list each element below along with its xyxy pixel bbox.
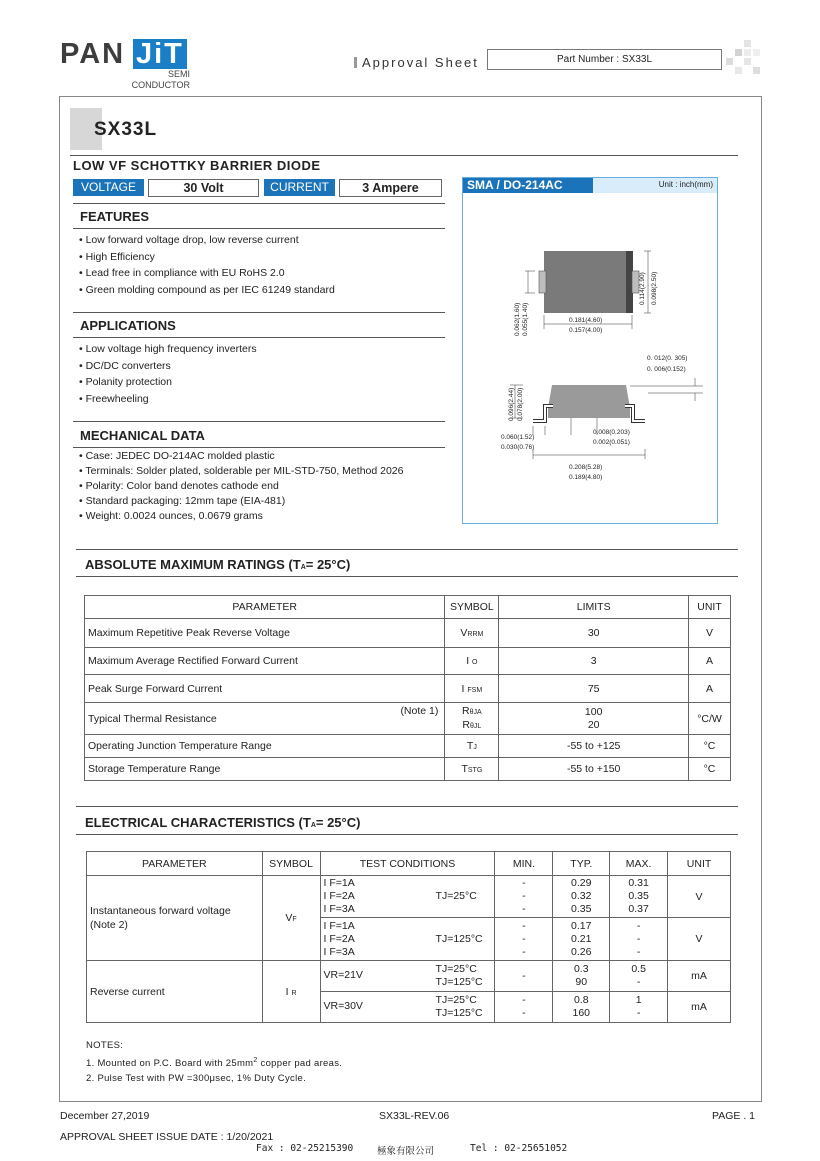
unit-cell: °C/W — [689, 703, 731, 735]
footer-issue-date: APPROVAL SHEET ISSUE DATE : 1/20/2021 — [60, 1131, 274, 1143]
svg-text:0.062(1.60): 0.062(1.60) — [514, 302, 521, 336]
param-cell — [87, 876, 263, 961]
voltage-tag: VOLTAGE — [73, 179, 144, 196]
unit-cell: °C — [689, 735, 731, 758]
notes-heading: NOTES: — [86, 1040, 124, 1051]
min-cell — [495, 992, 553, 1023]
limit-cell: -55 to +150 — [499, 758, 689, 781]
min-cell: - — [495, 961, 553, 992]
v: - — [636, 976, 641, 988]
table-header-row — [85, 596, 731, 619]
v: 0.8 — [573, 994, 589, 1006]
cond: VR=30V — [323, 1000, 363, 1012]
v: 0.32 — [571, 890, 592, 902]
svg-text:0.055(1.40): 0.055(1.40) — [522, 302, 529, 336]
limit-cell: -55 to +125 — [499, 735, 689, 758]
limit-cell: 75 — [499, 675, 689, 703]
sym: I — [285, 985, 289, 998]
svg-text:0.060(1.52): 0.060(1.52) — [501, 434, 535, 441]
sym-sub: F — [292, 916, 297, 923]
sym-sub: STG — [467, 767, 483, 774]
symbol-cell — [445, 758, 499, 781]
unit-cell: V — [668, 876, 731, 918]
list-item: • DC/DC converters — [79, 359, 171, 372]
list-item: • Green molding compound as per IEC 61249 standard — [79, 283, 335, 296]
max-cell — [610, 918, 668, 961]
part-number-box: Part Number : SX33L — [487, 49, 722, 70]
v: 0.31 — [628, 877, 649, 889]
elec-bottom-line — [76, 834, 738, 835]
features-bottom-line — [73, 228, 445, 229]
subtitle: LOW VF SCHOTTKY BARRIER DIODE — [73, 158, 321, 173]
symbol-cell — [445, 735, 499, 758]
table-row — [85, 703, 731, 735]
cond-cell — [320, 876, 495, 918]
applications-list — [79, 341, 257, 407]
footer-rev: SX33L-REV.06 — [379, 1110, 450, 1122]
list-item: • Polanity protection — [79, 376, 172, 388]
cond: I F=1A — [323, 919, 355, 932]
min-cell — [495, 918, 553, 961]
decor-squares-icon — [726, 40, 762, 80]
limit-value: 20 — [587, 718, 600, 731]
svg-text:0.189(4.80): 0.189(4.80) — [569, 474, 603, 481]
symbol-cell — [262, 961, 320, 1023]
sym: R — [462, 704, 470, 717]
abs-max-heading — [85, 557, 350, 572]
symbol-cell — [445, 648, 499, 675]
elec-heading-text: ELECTRICAL CHARACTERISTICS (T — [85, 815, 311, 830]
table-row — [87, 876, 731, 918]
limit-cell: 30 — [499, 619, 689, 648]
param-cell: Maximum Repetitive Peak Reverse Voltage — [85, 619, 445, 648]
list-item: • Terminals: Solder plated, solderable per MIL-STD-750, Method 2026 — [79, 465, 404, 477]
svg-text:0.181(4.60): 0.181(4.60) — [569, 317, 603, 324]
max-cell — [610, 961, 668, 992]
table-row — [87, 961, 731, 992]
cond: I F=3A — [323, 903, 355, 915]
col-header: UNIT — [668, 852, 731, 876]
temp: TJ=125°C — [435, 933, 483, 945]
footer-tel: Tel : 02-25651052 — [470, 1143, 568, 1154]
elec-top-line — [76, 806, 738, 807]
unit-cell: mA — [668, 961, 731, 992]
applications-heading: APPLICATIONS — [80, 318, 176, 333]
temp: TJ=25°C — [435, 890, 477, 902]
param-cell: Operating Junction Temperature Range — [85, 735, 445, 758]
sym: V — [285, 912, 293, 924]
abs-max-heading-text: ABSOLUTE MAXIMUM RATINGS (T — [85, 557, 301, 572]
temp: TJ=125°C — [435, 1007, 483, 1019]
param-note: (Note 1) — [400, 705, 439, 717]
list-item: • Weight: 0.0024 ounces, 0.0679 grams — [79, 510, 263, 522]
table-row — [85, 758, 731, 781]
v: - — [522, 890, 526, 902]
param-text: Typical Thermal Resistance — [88, 712, 217, 725]
list-item: • Lead free in compliance with EU RoHS 2.0 — [79, 267, 285, 279]
param-cell: Peak Surge Forward Current — [85, 675, 445, 703]
param-cell: Maximum Average Rectified Forward Current — [85, 648, 445, 675]
max-cell — [610, 992, 668, 1023]
v: 0.35 — [571, 903, 592, 915]
col-header: TYP. — [553, 852, 610, 876]
note-1-text: 1. Mounted on P.C. Board with 25mm — [86, 1058, 254, 1070]
footer-fax: Fax : 02-25215390 — [256, 1143, 354, 1154]
abs-max-table — [84, 595, 731, 781]
svg-text:0.078(2.00): 0.078(2.00) — [517, 387, 524, 421]
v: - — [522, 994, 526, 1006]
applications-top-line — [73, 312, 445, 313]
voltage-value: 30 Volt — [148, 179, 259, 197]
svg-text:0. 012(0. 305): 0. 012(0. 305) — [647, 355, 688, 362]
v: 90 — [575, 976, 588, 988]
col-header: PARAMETER — [87, 852, 263, 876]
min-cell — [495, 876, 553, 918]
cond: I F=2A — [323, 932, 355, 945]
unit-cell: A — [689, 648, 731, 675]
sym-sub: θJL — [470, 722, 482, 730]
sym-sub: J — [473, 744, 477, 751]
note-1 — [86, 1053, 342, 1071]
svg-text:0.002(0.051): 0.002(0.051) — [593, 439, 630, 446]
elec-table — [86, 851, 731, 1023]
param-cell: Reverse current — [87, 961, 263, 1023]
v: - — [636, 932, 641, 945]
col-header: TEST CONDITIONS — [320, 852, 495, 876]
package-unit: Unit : inch(mm) — [658, 180, 713, 189]
symbol-cell — [262, 876, 320, 961]
sym: T — [461, 763, 468, 775]
limit-cell: 3 — [499, 648, 689, 675]
unit-cell: A — [689, 675, 731, 703]
abs-max-heading-sub: A — [300, 564, 306, 571]
package-drawing — [463, 193, 717, 523]
v: - — [636, 919, 641, 932]
typ-cell — [553, 918, 610, 961]
v: - — [522, 877, 526, 889]
abs-max-bottom-line — [76, 576, 738, 577]
v: 0.29 — [571, 877, 592, 889]
col-header: MIN. — [495, 852, 553, 876]
logo-sub-semi: SEMI — [167, 69, 190, 79]
temp: TJ=125°C — [435, 976, 483, 988]
v: - — [522, 932, 526, 945]
mechanical-heading: MECHANICAL DATA — [80, 428, 205, 443]
footer-date: December 27,2019 — [60, 1110, 150, 1122]
note-1-sup: 2 — [253, 1057, 258, 1064]
footer-page: PAGE . 1 — [712, 1110, 755, 1122]
param-cell — [85, 703, 445, 735]
current-tag: CURRENT — [264, 179, 335, 196]
symbol-cell — [445, 619, 499, 648]
table-header-row — [87, 852, 731, 876]
cond: I F=2A — [323, 890, 355, 902]
v: 0.17 — [571, 919, 592, 932]
cond: VR=21V — [323, 969, 363, 981]
approval-title — [354, 55, 479, 70]
logo-jit: JiT — [133, 39, 187, 69]
abs-max-heading-tail: = 25°C) — [305, 557, 351, 572]
temp: TJ=25°C — [435, 994, 477, 1006]
symbol-cell — [445, 703, 499, 735]
sym: T — [466, 740, 474, 752]
v: 0.5 — [631, 963, 646, 975]
sym: R — [462, 718, 470, 731]
table-row — [85, 735, 731, 758]
v: 0.3 — [573, 963, 589, 975]
sym: I — [466, 655, 470, 667]
col-header: UNIT — [689, 596, 731, 619]
package-title: SMA / DO-214AC — [463, 178, 593, 193]
footer-company: 極象有限公司 — [377, 1146, 435, 1157]
param-cell: Storage Temperature Range — [85, 758, 445, 781]
col-header: PARAMETER — [85, 596, 445, 619]
note-2: 2. Pulse Test with PW =300μsec, 1% Duty Cycle. — [86, 1073, 307, 1085]
col-header: MAX. — [610, 852, 668, 876]
title-divider — [70, 155, 738, 156]
page-title: SX33L — [94, 119, 158, 140]
notes — [86, 1038, 342, 1086]
max-cell — [610, 876, 668, 918]
typ-cell — [553, 992, 610, 1023]
table-row — [85, 675, 731, 703]
elec-heading — [85, 815, 360, 830]
features-list — [79, 232, 335, 298]
limit-cell — [499, 703, 689, 735]
svg-text:0.008(0.203): 0.008(0.203) — [593, 429, 630, 436]
unit-cell: V — [689, 619, 731, 648]
applications-bottom-line — [73, 337, 445, 338]
svg-text:0.114(2.90): 0.114(2.90) — [639, 272, 646, 305]
svg-text:0.096(2.44): 0.096(2.44) — [508, 387, 515, 421]
v: - — [636, 1007, 641, 1019]
svg-text:0.030(0.76): 0.030(0.76) — [501, 444, 535, 451]
approval-bar-icon — [354, 57, 357, 68]
list-item: • Case: JEDEC DO-214AC molded plastic — [79, 450, 275, 462]
cond: I F=1A — [323, 877, 355, 889]
mechanical-list — [79, 449, 404, 524]
logo-pan: PAN — [60, 38, 126, 70]
list-item: • Freewheeling — [79, 392, 149, 405]
sym-sub: O — [472, 659, 478, 666]
sym-sub: R — [291, 989, 297, 997]
features-top-line — [73, 203, 445, 204]
cond-cell — [320, 918, 495, 961]
col-header: LIMITS — [499, 596, 689, 619]
typ-cell — [553, 961, 610, 992]
v: - — [522, 919, 526, 932]
col-header: SYMBOL — [445, 596, 499, 619]
list-item: • Low forward voltage drop, low reverse current — [79, 234, 299, 246]
logo — [60, 36, 190, 91]
v: 0.35 — [628, 890, 649, 902]
v: 0.21 — [571, 932, 592, 945]
package-box — [462, 177, 718, 524]
v: - — [522, 945, 526, 958]
cond-cell — [320, 961, 495, 992]
current-value: 3 Ampere — [339, 179, 442, 197]
limit-value: 100 — [584, 705, 603, 718]
symbol-cell — [445, 675, 499, 703]
sym: V — [460, 627, 468, 639]
svg-text:0.098(2.50): 0.098(2.50) — [651, 271, 658, 305]
temp: TJ=25°C — [435, 963, 477, 975]
param-note: (Note 2) — [90, 919, 128, 931]
sym-sub: RRM — [467, 631, 484, 638]
approval-text: Approval Sheet — [362, 55, 479, 70]
list-item: • Low voltage high frequency inverters — [79, 343, 257, 355]
sym-sub: FSM — [467, 686, 483, 694]
list-item: • High Efficiency — [79, 250, 155, 263]
note-1-tail: copper pad areas. — [257, 1058, 343, 1070]
v: - — [522, 903, 526, 915]
logo-sub-conductor: CONDUCTOR — [131, 80, 190, 90]
typ-cell — [553, 876, 610, 918]
unit-cell: V — [668, 918, 731, 961]
list-item: • Standard packaging: 12mm tape (EIA-481) — [79, 495, 286, 507]
param-text: Instantaneous forward voltage — [90, 905, 231, 917]
features-heading: FEATURES — [80, 209, 150, 224]
table-row — [85, 619, 731, 648]
v: 0.37 — [628, 903, 649, 915]
mechanical-top-line — [73, 421, 445, 422]
unit-cell: °C — [689, 758, 731, 781]
logo-sub — [110, 69, 190, 91]
v: - — [636, 945, 641, 958]
mechanical-bottom-line — [73, 447, 445, 448]
sym-sub: θJA — [469, 708, 482, 716]
cond-cell — [320, 992, 495, 1023]
svg-text:0.208(5.28): 0.208(5.28) — [569, 464, 603, 471]
cond: I F=3A — [323, 945, 355, 958]
sym: I — [461, 682, 465, 695]
v: 0.26 — [571, 945, 592, 958]
svg-text:0. 006(0.152): 0. 006(0.152) — [647, 366, 686, 373]
elec-heading-sub: A — [310, 822, 316, 829]
v: - — [522, 1007, 526, 1019]
table-row — [85, 648, 731, 675]
elec-heading-tail: = 25°C) — [315, 815, 361, 830]
col-header: SYMBOL — [262, 852, 320, 876]
unit-cell: mA — [668, 992, 731, 1023]
v: 1 — [635, 994, 642, 1006]
v: 160 — [572, 1007, 591, 1019]
svg-text:0.157(4.00): 0.157(4.00) — [569, 327, 603, 334]
list-item: • Polarity: Color band denotes cathode end — [79, 480, 279, 492]
abs-max-top-line — [76, 549, 738, 550]
